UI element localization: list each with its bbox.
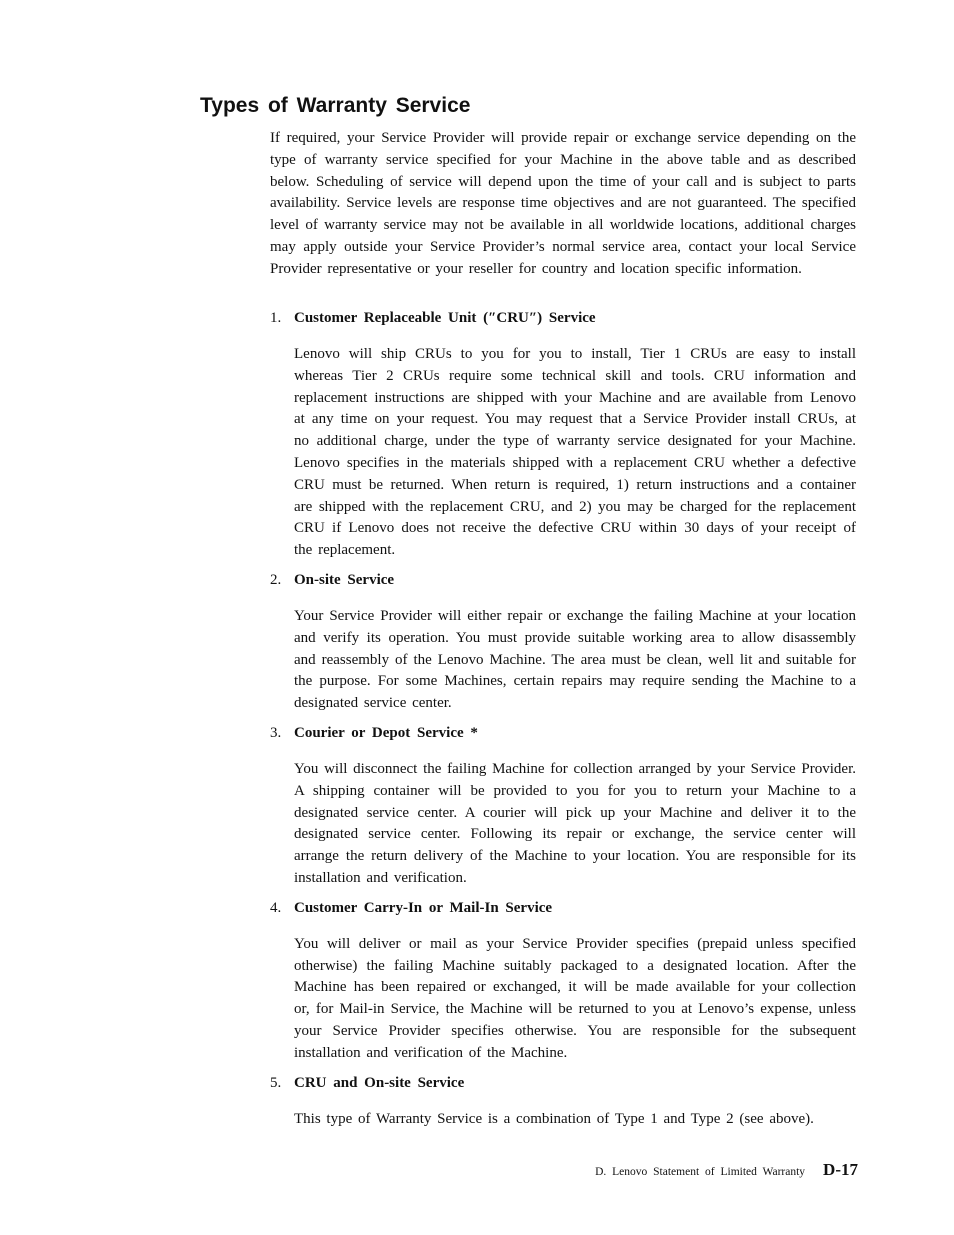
intro-paragraph: If required, your Service Provider will provide repair or exchange service depending on the type of warranty service specified for your Machine in the above table and as described below. Scheduling of service will depend upon the time of your call and is subject to parts availability. Service levels are response time objectives and are not guaranteed. The specified level of warranty service may not be available in all worldwide locations, additional charges may apply outside your Service Provider’s normal service area, contact your local Service Provider representative or your reseller for country and location specific information. (270, 130, 856, 277)
page-number: D-17 (823, 1160, 858, 1179)
service-item-carry-in-mail-in (270, 896, 856, 1065)
page-heading: Types of Warranty Service (200, 94, 471, 117)
item-title: Customer Replaceable Unit (″CRU″) Service (294, 310, 596, 326)
item-body: You will deliver or mail as your Service Provider specifies (prepaid unless specified otherwise) the failing Machine suitably packaged to a designated location. After the Machine has been repaired or exchanged, it will be made available for your collection or, for Mail-in Service, the Machine will be returned to you at Lenovo’s expense, unless your Service Provider specifies otherwise. You are responsible for the subsequent installation and verification of the Machine. (294, 935, 856, 1061)
service-item-cru (270, 306, 856, 562)
footer-section-title: D. Lenovo Statement of Limited Warranty (595, 1166, 806, 1178)
service-item-courier-depot (270, 721, 856, 890)
service-item-cru-onsite (270, 1071, 856, 1131)
item-body: Your Service Provider will either repair or exchange the failing Machine at your location and verify its operation. You must provide suitable working area to allow disassembly and reassembly of the Lenovo Machine. The area must be clean, well lit and suitable for the purpose. For some Machines, certain repairs may require sending the Machine to a designated service center. (294, 607, 856, 712)
item-number: 2. (270, 571, 282, 588)
item-number: 1. (270, 310, 282, 326)
item-body: Lenovo will ship CRUs to you for you to install, Tier 1 CRUs are easy to install whereas Tier 2 CRUs require some technical skill and tools. CRU information and replacement instructions are shipped with your Machine and are available from Lenovo at any time on your request. You may request that a Service Provider install CRUs, at no additional charge, under the type of warranty service designated for your Machine. Lenovo specifies in the materials shipped with a replacement CRU whether a defective CRU must be returned. When return is required, 1) return instructions and a container are shipped with the replacement CRU, and 2) you may be charged for the replacement CRU if Lenovo does not receive the defective CRU within 30 days of your receipt of the replacement. (294, 346, 856, 559)
item-number: 4. (270, 899, 282, 916)
item-body: You will disconnect the failing Machine for collection arranged by your Service Provider. A shipping container will be provided to you for you to return your Machine to a designated service center. A courier will pick up your Machine and deliver it to the designated service center. Following its repair or exchange, the service center will arrange the return delivery of the Machine to your location. You are responsible for its installation and verification. (294, 760, 856, 886)
page-footer (595, 1160, 858, 1180)
service-item-onsite (270, 568, 856, 715)
service-types-list (270, 306, 856, 1136)
item-title: Courier or Depot Service * (294, 724, 478, 741)
item-body: This type of Warranty Service is a combination of Type 1 and Type 2 (see above). (294, 1110, 814, 1127)
item-number: 5. (270, 1074, 282, 1091)
item-title: CRU and On-site Service (294, 1074, 465, 1091)
item-number: 3. (270, 724, 282, 741)
item-title: Customer Carry-In or Mail-In Service (294, 899, 553, 916)
item-title: On-site Service (294, 571, 395, 588)
